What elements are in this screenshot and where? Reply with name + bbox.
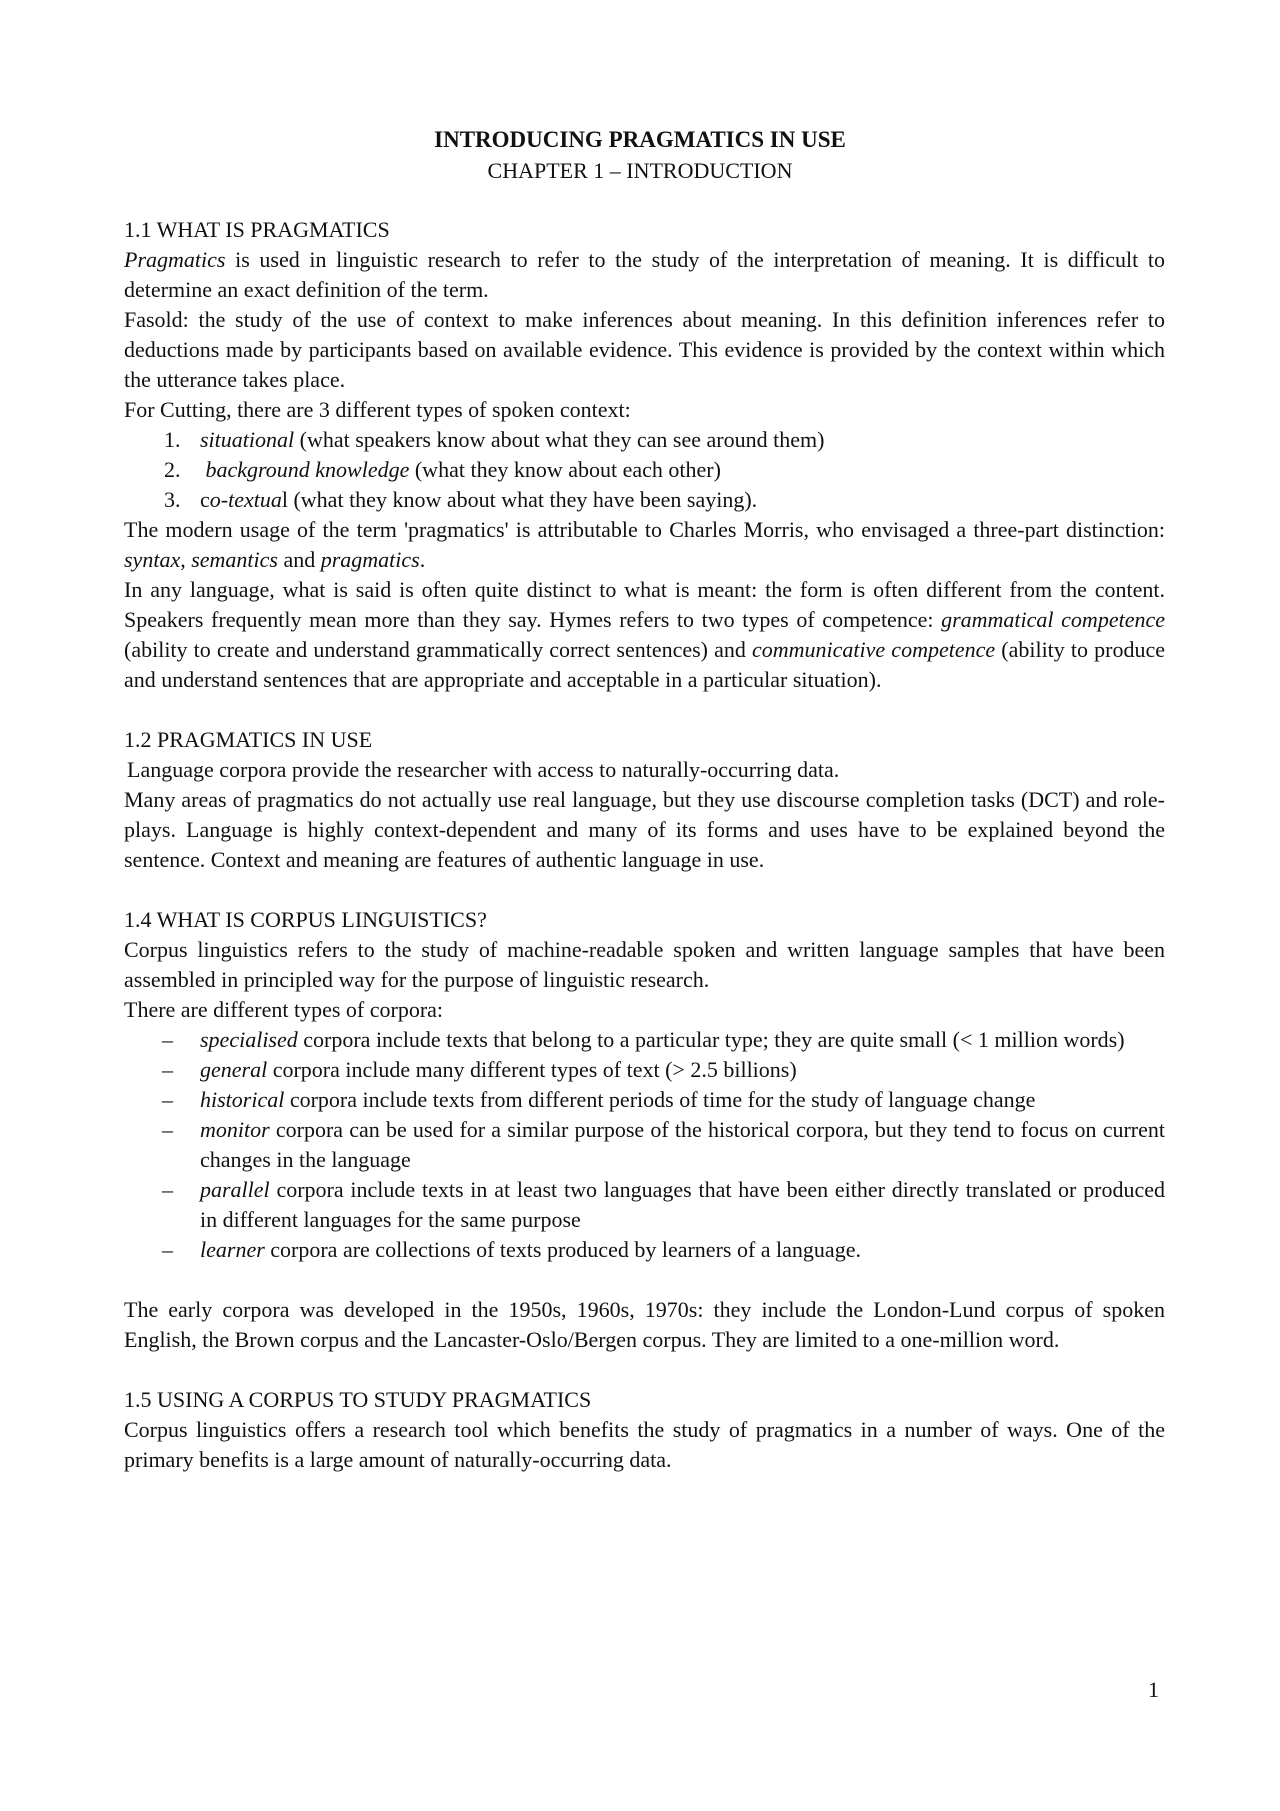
italic-term: pragmatics: [320, 547, 420, 572]
dash-marker: –: [162, 1057, 173, 1082]
text: corpora include texts from different periods of time for the study of language change: [284, 1087, 1036, 1112]
italic-term: historical: [200, 1087, 285, 1112]
paragraph: [124, 575, 1165, 695]
text: and: [277, 547, 321, 572]
dash-marker: –: [162, 1027, 173, 1052]
dash-marker: –: [162, 1177, 173, 1202]
text: corpora include texts in at least two languages that have been either directly translated or produced in different languages for the same purpose: [200, 1177, 1165, 1232]
paragraph: Fasold: the study of the use of context to make inferences about meaning. In this definition inferences refer to deductions made by participants based on available evidence. This evidence is provided by the context within which the utterance takes place.: [124, 307, 1165, 392]
italic-term: parallel: [200, 1177, 270, 1202]
list-marker: 3.: [164, 487, 181, 512]
italic-term: situational: [200, 427, 295, 452]
paragraph: For Cutting, there are 3 different types of spoken context:: [124, 397, 631, 422]
list-marker: 2.: [164, 457, 181, 482]
italic-term: background knowledge: [200, 457, 410, 482]
paragraph: Corpus linguistics offers a research tool which benefits the study of pragmatics in a number of ways. One of the primary benefits is a large amount of naturally-occurring data.: [124, 1417, 1165, 1472]
italic-term: semantics: [191, 547, 278, 572]
dash-marker: –: [162, 1117, 173, 1142]
list-item: [124, 1025, 1165, 1055]
list-item: [124, 1175, 1165, 1235]
document-title: INTRODUCING PRAGMATICS IN USE: [434, 127, 846, 152]
text: corpora are collections of texts produced by learners of a language.: [264, 1237, 861, 1262]
text: is used in linguistic research to refer to the study of the interpretation of meaning. It is difficult to determine an exact definition of the term.: [124, 247, 1165, 302]
text: (what speakers know about what they can see around them): [294, 427, 825, 452]
italic-term: grammatical competence: [941, 607, 1165, 632]
text: corpora include texts that belong to a particular type; they are quite small (< 1 million words): [297, 1027, 1125, 1052]
text: .: [419, 547, 426, 572]
list-item: [124, 1235, 1165, 1265]
section-heading: 1.2 PRAGMATICS IN USE: [124, 727, 373, 752]
text: (ability to produce and understand sentences that are appropriate and acceptable in a particular situation).: [124, 637, 1166, 692]
list-item: [124, 1115, 1165, 1175]
paragraph: The early corpora was developed in the 1950s, 1960s, 1970s: they include the London-Lund corpus of spoken English, the Brown corpus and the Lancaster-Oslo/Bergen corpus. They are limited to a one-million word.: [124, 1297, 1165, 1352]
italic-term: specialised: [200, 1027, 298, 1052]
list-item: [124, 485, 1165, 515]
list-marker: 1.: [164, 427, 181, 452]
text: l (what they know about what they have been saying).: [281, 487, 758, 512]
text: corpora can be used for a similar purpose of the historical corpora, but they tend to focus on current changes in the language: [200, 1117, 1165, 1172]
list-item: [124, 1055, 1165, 1085]
text: (what they know about each other): [409, 457, 721, 482]
paragraph: Corpus linguistics refers to the study of machine-readable spoken and written language samples that have been assembled in principled way for the purpose of linguistic research.: [124, 937, 1165, 992]
text: In any language, what is said is often quite distinct to what is meant: the form is often different from the content. Speakers frequently mean more than they say. Hymes refers to two types of competence:: [124, 577, 1165, 632]
section-heading: 1.4 WHAT IS CORPUS LINGUISTICS?: [124, 907, 487, 932]
section-heading: 1.1 WHAT IS PRAGMATICS: [124, 217, 390, 242]
paragraph: There are different types of corpora:: [124, 997, 444, 1022]
italic-term: learner: [200, 1237, 265, 1262]
text: c: [200, 487, 210, 512]
italic-term: Pragmatics: [124, 247, 226, 272]
list-item: [124, 455, 1165, 485]
text: ,: [180, 547, 192, 572]
italic-term: o-textua: [209, 487, 282, 512]
dash-marker: –: [162, 1237, 173, 1262]
italic-term: monitor: [200, 1117, 270, 1142]
page-number: 1: [1148, 1677, 1159, 1702]
document-body: [124, 215, 1165, 1475]
text: corpora include many different types of text (> 2.5 billions): [267, 1057, 797, 1082]
paragraph: [124, 515, 1165, 575]
list-item: [124, 1085, 1165, 1115]
italic-term: syntax: [124, 547, 181, 572]
paragraph: Many areas of pragmatics do not actually use real language, but they use discourse completion tasks (DCT) and role-plays. Language is highly context-dependent and many of its forms and uses have to be explained beyond the sentence. Context and meaning are features of authentic language in use.: [124, 787, 1165, 872]
paragraph: [124, 245, 1165, 305]
text: The modern usage of the term 'pragmatics' is attributable to Charles Morris, who envisaged a three-part distinction:: [124, 517, 1165, 542]
dash-marker: –: [162, 1087, 173, 1112]
italic-term: communicative competence: [752, 637, 996, 662]
chapter-subtitle: CHAPTER 1 – INTRODUCTION: [487, 158, 793, 183]
list-item: [124, 425, 1165, 455]
italic-term: general: [200, 1057, 268, 1082]
section-heading: 1.5 USING A CORPUS TO STUDY PRAGMATICS: [124, 1387, 592, 1412]
text: (ability to create and understand grammatically correct sentences) and: [124, 637, 753, 662]
paragraph: Language corpora provide the researcher with access to naturally-occurring data.: [127, 757, 840, 782]
